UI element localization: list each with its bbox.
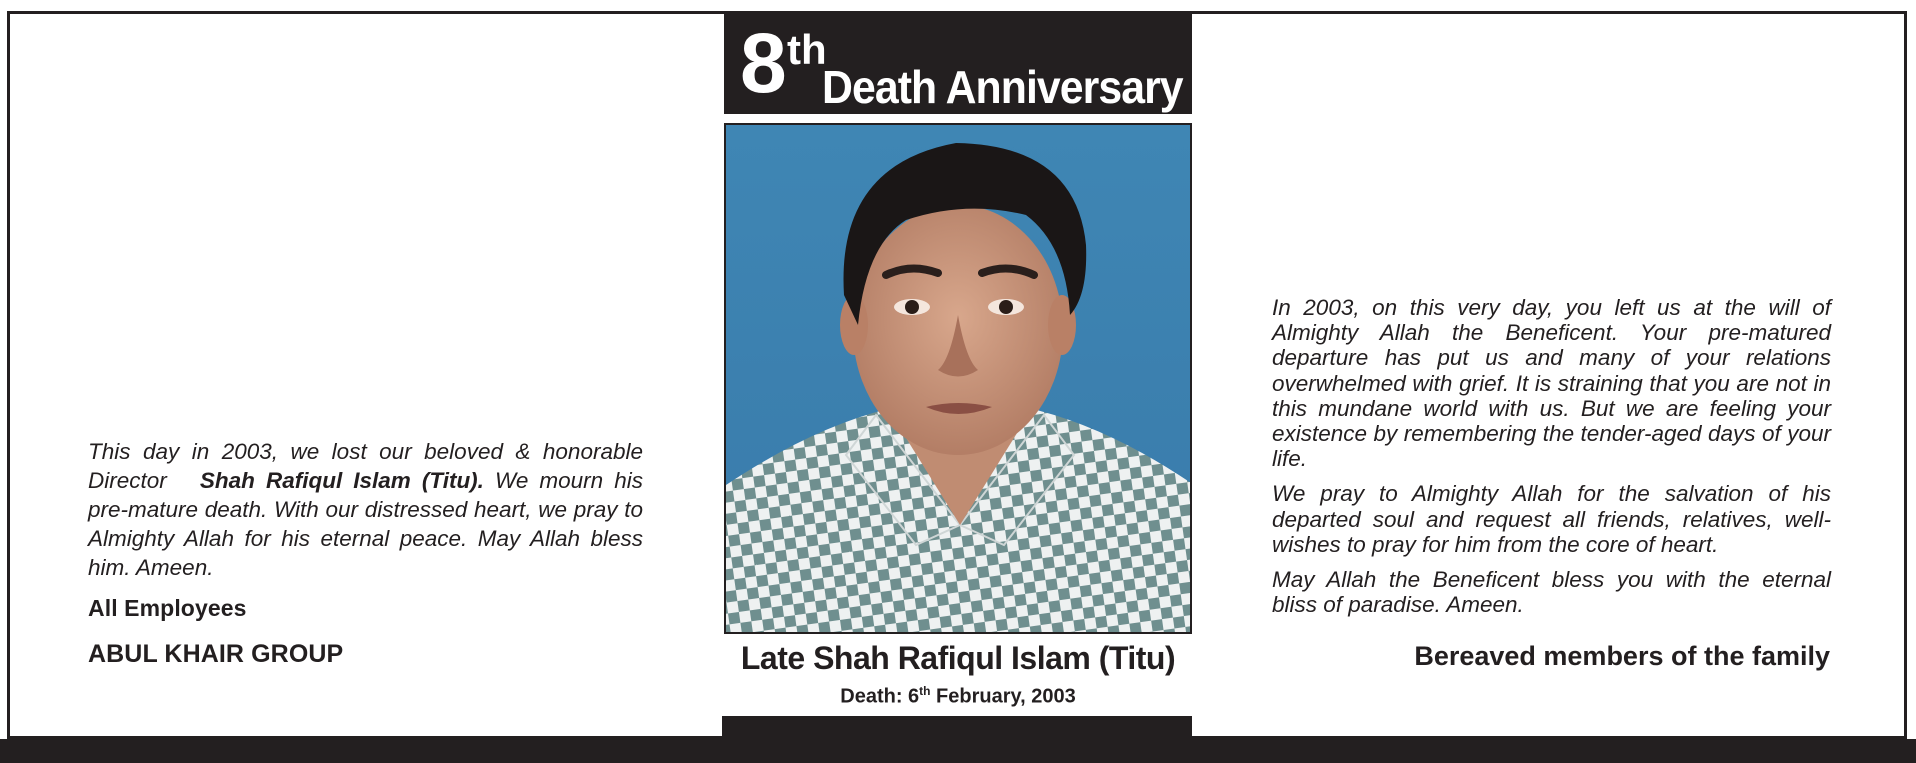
portrait-photo	[724, 123, 1192, 634]
portrait-illustration	[726, 125, 1192, 634]
signature-company: ABUL KHAIR GROUP	[88, 640, 344, 668]
right-paragraph-3: May Allah the Beneficent bless you with the eternal bliss of paradise. Ameen.	[1272, 567, 1831, 618]
anniversary-ordinal: th	[787, 26, 827, 73]
left-message-body: We mourn his pre-mature death. With our distressed heart, we pray to Almighty Allah for his eternal peace. May Allah bless him. Ameen.	[88, 468, 643, 580]
right-paragraph-2: We pray to Almighty Allah for the salvation of his departed soul and request all friends, relatives, well-wishes to pray for him from the core of heart.	[1272, 481, 1831, 557]
anniversary-number: 8	[740, 16, 785, 110]
signature-family: Bereaved members of the family	[1414, 641, 1830, 671]
right-message	[1272, 295, 1831, 617]
signature-employees: All Employees	[88, 595, 247, 621]
deceased-name: Late Shah Rafiqul Islam (Titu)	[740, 640, 1176, 676]
death-date-prefix: Death: 6	[840, 685, 920, 708]
death-date	[724, 684, 1192, 709]
banner-title: Death Anniversary	[822, 61, 1183, 113]
center-base-bar	[722, 716, 1192, 739]
bottom-border-bar	[0, 739, 1916, 763]
death-date-suffix: February, 2003	[930, 685, 1076, 708]
anniversary-banner	[724, 14, 1192, 114]
left-message-text	[88, 437, 643, 582]
right-paragraph-1: In 2003, on this very day, you left us at the will of Almighty Allah the Beneficent. Your pre-matured departure has put us and many of your relations overwhelmed with grief. It is straining that you are not in this mundane world with us. But we are feeling your existence by remembering the tender-aged days of your life.	[1272, 295, 1831, 472]
death-date-ordinal: th	[919, 684, 931, 698]
director-name: Shah Rafiqul Islam (Titu).	[199, 468, 484, 493]
left-message	[88, 437, 643, 582]
left-message-intro: This day in 2003, we lost our beloved & honorable Director	[88, 439, 643, 493]
